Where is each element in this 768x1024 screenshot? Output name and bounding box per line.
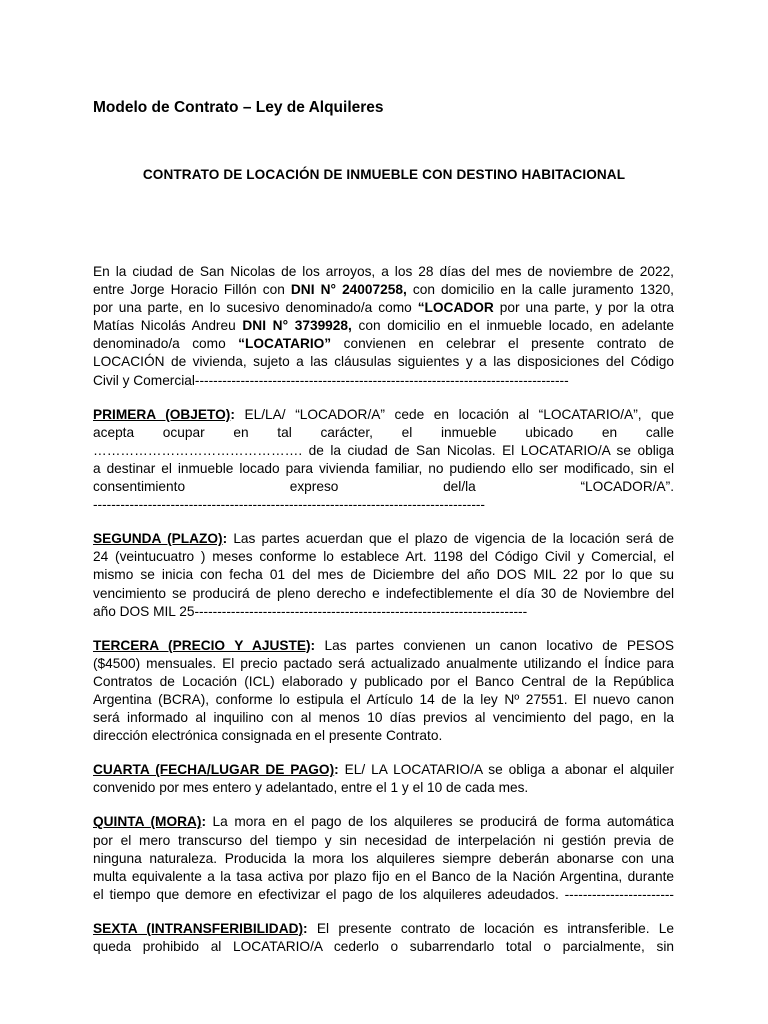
- clause-line: [93, 761, 674, 779]
- clause-text: Las partes convienen un canon locativo de PESOS: [315, 637, 674, 653]
- intro-line: [93, 299, 674, 317]
- clause-line: queda prohibido al LOCATARIO/A cederlo o subarrendarlo total o parcialmente, sin: [93, 939, 674, 954]
- intro-text: por una parte, y por la otra: [493, 300, 674, 316]
- clause-text: La mora en el pago de los alquileres se producirá de forma automática: [206, 814, 674, 830]
- locador-label: “LOCADOR: [417, 300, 494, 316]
- clause-line: [93, 637, 674, 655]
- intro-text: Matías Nicolás Andreu: [93, 318, 243, 334]
- clause-line: acepta ocupar en tal carácter, el inmueble ubicado en calle: [93, 424, 674, 440]
- clause-colon: :: [230, 406, 235, 422]
- clause-line: el tiempo que demore en efectivizar el pago de los alquileres adeudados. ------------------------: [93, 886, 674, 902]
- clause-quinta: [93, 813, 674, 903]
- clause-colon: :: [201, 814, 206, 830]
- clause-cuarta: [93, 761, 674, 797]
- clause-line: a destinar el inmueble locado para vivienda familiar, no pudiendo ello ser modificado, sin el: [93, 460, 674, 476]
- intro-text: con domicilio en la calle juramento 1320,: [406, 282, 674, 298]
- clause-line: [93, 920, 674, 938]
- intro-line: [93, 317, 674, 335]
- intro-text: En la ciudad de San Nicolas de los arroyos, a los 28 días del mes de noviembre de 2022,: [93, 264, 674, 279]
- clause-text: EL/ LA LOCATARIO/A se obliga a abonar el alquiler: [338, 762, 674, 778]
- intro-line: Civil y Comercial----------------------------------------------------------------------------------: [93, 372, 569, 388]
- clause-line: [93, 406, 674, 424]
- clause-colon: :: [334, 762, 339, 778]
- clause-primera: [93, 406, 674, 515]
- intro-line: [93, 281, 674, 299]
- intro-text: por una parte, en lo sucesivo denominado/a como: [93, 300, 418, 316]
- clause-line: Contratos de Locación (ICL) elaborado y publicado por el Banco Central de la República: [93, 673, 674, 689]
- clause-line: por el mero transcurso del tiempo y sin necesidad de interpelación ni gestión previa de: [93, 832, 674, 848]
- document-heading: Modelo de Contrato – Ley de Alquileres: [93, 99, 384, 116]
- clause-text: El presente contrato de locación es intransferible. Le: [307, 920, 674, 936]
- clause-text: Las partes acuerdan que el plazo de vigencia de la locación será de: [227, 531, 674, 547]
- intro-line: [93, 263, 674, 281]
- clause-label: SEXTA (INTRANSFERIBILIDAD): [93, 920, 304, 936]
- locatario-label: “LOCATARIO”: [238, 336, 332, 352]
- clause-line: multa equivalente a la tasa activa por plazo fijo en el Banco de la Nación Argentina, durante: [93, 868, 674, 884]
- clause-colon: :: [310, 637, 316, 653]
- clause-label: PRIMERA (OBJETO): [93, 406, 231, 422]
- clause-label: SEGUNDA (PLAZO): [93, 531, 223, 547]
- intro-paragraph: [93, 263, 674, 390]
- clause-line: año DOS MIL 25-------------------------------------------------------------------------: [93, 603, 528, 619]
- clause-line: ninguna naturaleza. Producida la mora los alquileres siempre deberán abonarse con una: [93, 850, 674, 866]
- clause-line: --------------------------------------------------------------------------------------: [93, 497, 485, 513]
- clause-label: TERCERA (PRECIO Y AJUSTE): [93, 637, 311, 653]
- clause-segunda: [93, 530, 674, 620]
- contract-body: [93, 263, 674, 972]
- clause-line: mismo se inicia con fecha 01 del mes de Diciembre del año DOS MIL 22 por lo que su: [93, 567, 674, 583]
- clause-text: EL/LA/ “LOCADOR/A” cede en locación al “LOCATARIO/A”, que: [234, 406, 674, 422]
- intro-text: con domicilio en el inmueble locado, en adelante: [351, 318, 674, 334]
- clause-line: Argentina (BCRA), conforme lo estipula el Artículo 14 de la ley Nº 27551. El nuevo canon: [93, 691, 674, 707]
- clause-line: [93, 813, 674, 831]
- intro-text: convienen en celebrar el presente contrato de: [331, 336, 674, 352]
- contract-title: CONTRATO DE LOCACIÓN DE INMUEBLE CON DESTINO HABITACIONAL: [142, 167, 626, 182]
- clause-label: CUARTA (FECHA/LUGAR DE PAGO): [93, 762, 335, 778]
- clause-colon: :: [222, 531, 228, 547]
- intro-text: denominado/a como: [93, 336, 239, 352]
- clause-sexta: [93, 920, 674, 956]
- clause-colon: :: [303, 920, 308, 936]
- intro-line: LOCACIÓN de vivienda, sujeto a las cláusulas siguientes y a las disposiciones del Código: [93, 354, 674, 370]
- clause-line: convenido por mes entero y adelantado, entre el 1 y el 10 de cada mes.: [93, 780, 529, 796]
- clause-line: ($4500) mensuales. El precio pactado será actualizado anualmente utilizando el Índice para: [93, 655, 674, 671]
- clause-label: QUINTA (MORA): [93, 814, 202, 830]
- locatario-dni: DNI N° 3739928,: [242, 318, 352, 334]
- intro-line: [93, 335, 674, 353]
- clause-tercera: [93, 637, 674, 746]
- clause-line: 24 (veintucuatro ) meses conforme lo establece Art. 1198 del Código Civil y Comercial, el: [93, 549, 674, 565]
- locador-dni: DNI N° 24007258,: [290, 282, 407, 298]
- intro-text: entre Jorge Horacio Fillón con: [93, 282, 291, 298]
- clause-line: consentimiento expreso del/la “LOCADOR/A”.: [93, 479, 674, 495]
- clause-line: vencimiento se producirá de pleno derecho e indefectiblemente el día 30 de Noviembre del: [93, 585, 674, 601]
- clause-line: dirección electrónica consignada en el presente Contrato.: [93, 728, 443, 744]
- clause-line: ………………………………………. de la ciudad de San Nicolas. El LOCATARIO/A se obliga: [93, 442, 674, 458]
- clause-line: será informado al inquilino con al menos 10 días previos al vencimiento del pago, en la: [93, 710, 674, 726]
- clause-line: [93, 530, 674, 548]
